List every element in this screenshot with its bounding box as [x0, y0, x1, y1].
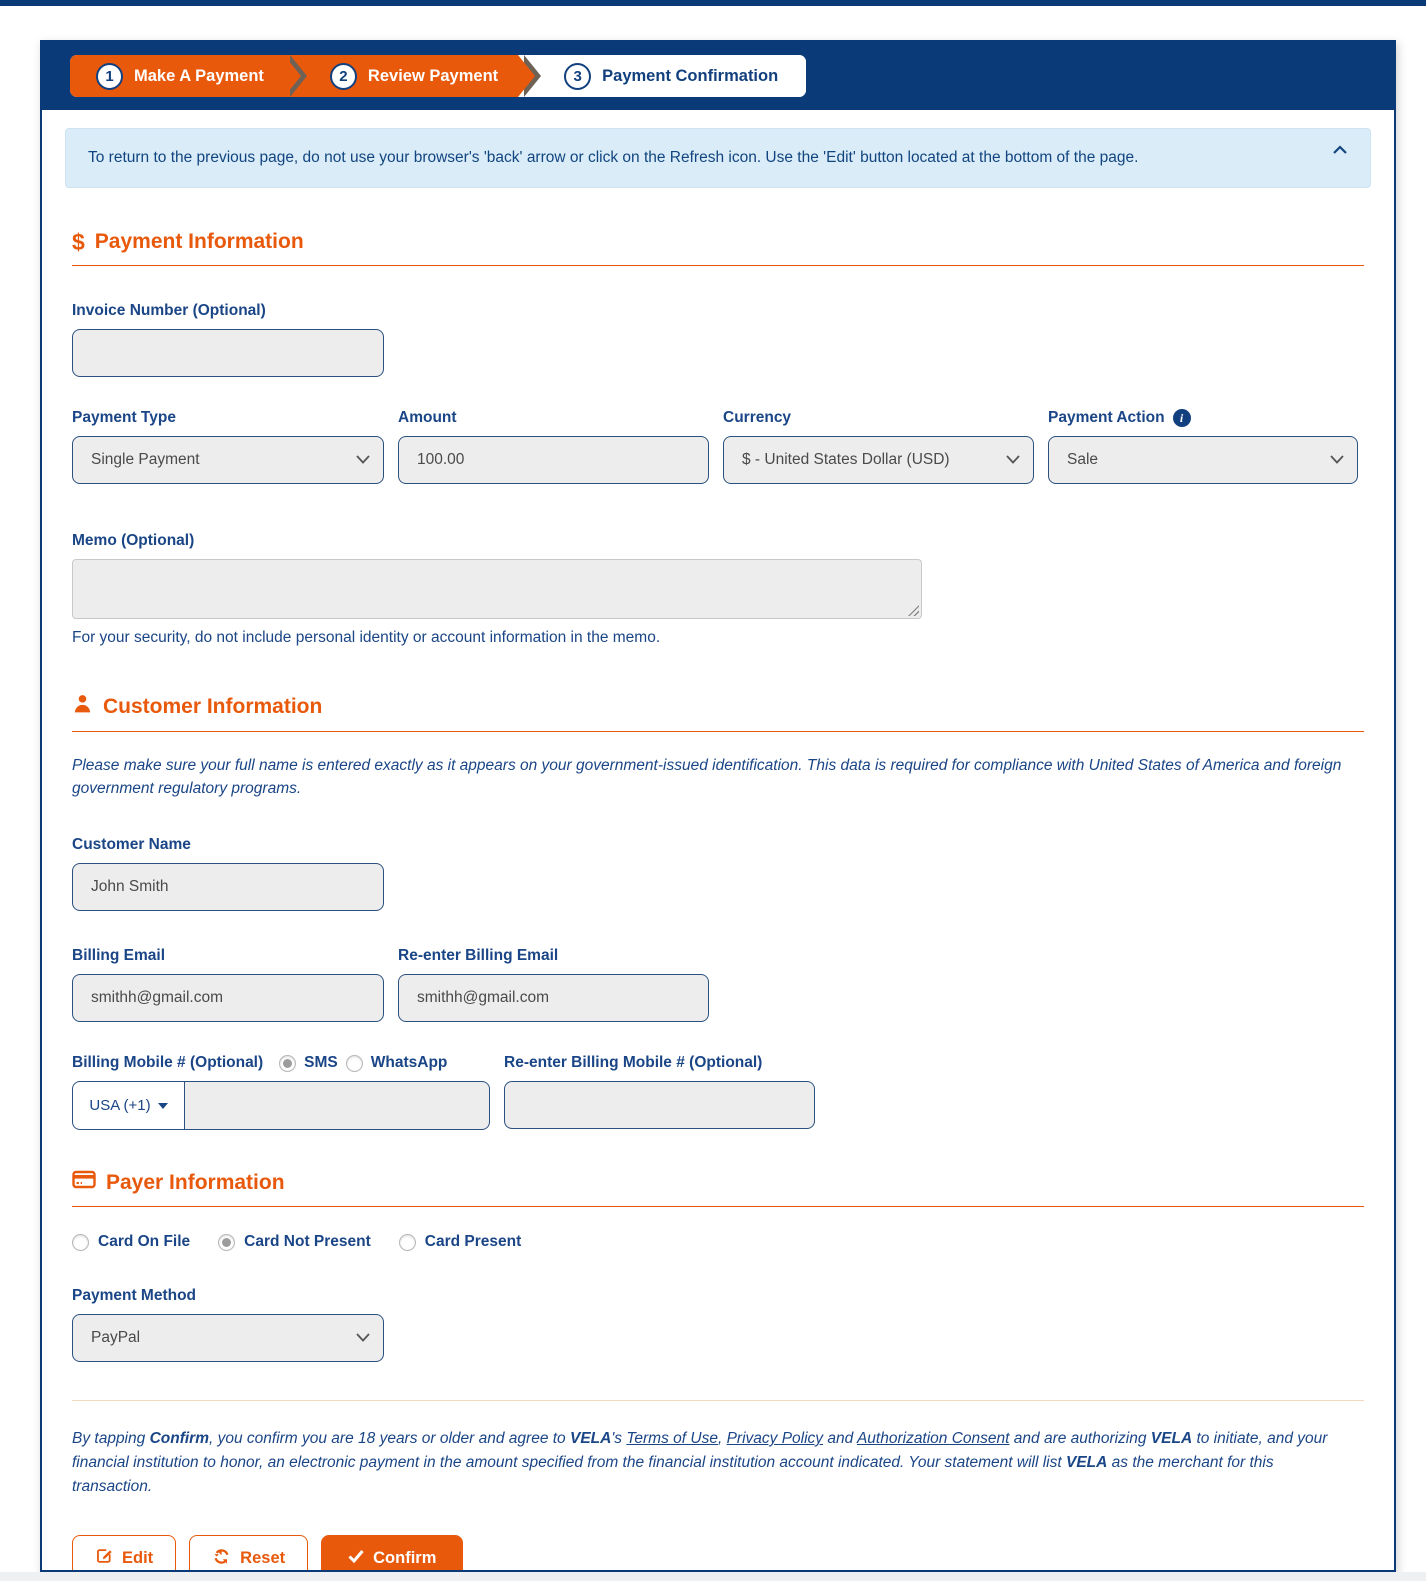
whatsapp-radio[interactable]: [346, 1055, 363, 1072]
payment-action-value: Sale: [1067, 451, 1099, 468]
card-mode-radio-group: [72, 1233, 1364, 1251]
footer-divider: [72, 1400, 1364, 1401]
step-2-label: Review Payment: [367, 66, 499, 85]
payment-method-value: PayPal: [91, 1329, 141, 1346]
chevron-down-icon: [356, 1329, 370, 1347]
reset-refresh-icon: [212, 1547, 231, 1571]
progress-stepper: [70, 55, 806, 97]
dollar-icon: $: [72, 228, 85, 255]
checkmark-icon: [348, 1549, 364, 1568]
card-not-present-radio[interactable]: [218, 1234, 235, 1251]
invoice-number-label: Invoice Number (Optional): [72, 302, 266, 319]
authorization-consent-link[interactable]: Authorization Consent: [856, 1430, 1010, 1447]
step-3-number: 3: [564, 63, 591, 90]
card-on-file-label: Card On File: [98, 1233, 191, 1250]
payment-action-info-icon[interactable]: i: [1173, 409, 1191, 427]
currency-select[interactable]: [723, 436, 1034, 484]
step-1-label: Make A Payment: [134, 66, 264, 85]
amount-label: Amount: [398, 409, 457, 426]
compliance-notice: Please make sure your full name is entered exactly as it appears on your government-issued identification. This data is required for compliance with United States of America and foreign government regulatory programs.: [72, 757, 1342, 797]
payment-action-select[interactable]: [1048, 436, 1358, 484]
stepper-header-band: [42, 42, 1394, 110]
card-present-radio[interactable]: [399, 1234, 416, 1251]
reenter-billing-mobile-input[interactable]: [504, 1081, 815, 1129]
navigation-warning-banner: [65, 128, 1371, 188]
confirm-button[interactable]: Confirm: [321, 1535, 463, 1572]
country-code-value: USA (+1): [89, 1097, 151, 1114]
card-on-file-radio[interactable]: [72, 1234, 89, 1251]
customer-name-label: Customer Name: [72, 836, 191, 853]
reset-button[interactable]: Reset: [189, 1535, 308, 1572]
payment-information-heading: [72, 230, 1364, 266]
payment-review-card: [40, 40, 1396, 1572]
billing-mobile-input[interactable]: [185, 1081, 490, 1130]
currency-label: Currency: [723, 409, 792, 426]
edit-button[interactable]: Edit: [72, 1535, 176, 1572]
sms-radio-label: SMS: [304, 1054, 338, 1071]
banner-text: To return to the previous page, do not use your browser's 'back' arrow or click on the Refresh icon. Use the 'Edit' button located at the bottom of the page.: [88, 149, 1139, 166]
payment-information-title: Payment Information: [94, 230, 304, 253]
step-review-payment[interactable]: [284, 55, 518, 97]
reenter-billing-email-label: Re-enter Billing Email: [398, 947, 559, 964]
reenter-billing-mobile-label: Re-enter Billing Mobile # (Optional): [504, 1054, 763, 1071]
card-not-present-label: Card Not Present: [244, 1233, 371, 1250]
whatsapp-radio-label: WhatsApp: [370, 1054, 448, 1071]
customer-name-input[interactable]: [72, 863, 384, 911]
step-payment-confirmation[interactable]: [518, 55, 806, 97]
payment-action-label: Payment Action: [1048, 409, 1165, 426]
payment-type-select[interactable]: [72, 436, 384, 484]
memo-security-note: For your security, do not include personal identity or account information in the memo.: [72, 629, 661, 646]
payment-type-label: Payment Type: [72, 409, 176, 426]
page-top-bar: [0, 0, 1426, 6]
billing-email-input[interactable]: [72, 974, 384, 1022]
customer-information-title: Customer Information: [103, 694, 323, 718]
step-2-number: 2: [330, 63, 357, 90]
card-present-label: Card Present: [424, 1233, 522, 1250]
amount-input[interactable]: [398, 436, 709, 484]
chevron-down-icon: [1330, 451, 1344, 469]
customer-information-heading: [72, 693, 1364, 732]
invoice-number-input[interactable]: [72, 329, 384, 377]
memo-textarea[interactable]: [72, 559, 922, 619]
country-code-select[interactable]: [72, 1081, 185, 1130]
payment-method-label: Payment Method: [72, 1287, 197, 1304]
person-icon: [72, 693, 93, 720]
resize-grip-icon[interactable]: [908, 605, 919, 616]
billing-email-label: Billing Email: [72, 947, 166, 964]
currency-value: $ - United States Dollar (USD): [742, 451, 950, 468]
terms-of-use-link[interactable]: Terms of Use: [626, 1430, 718, 1447]
chevron-down-icon: [1006, 451, 1020, 469]
privacy-policy-link[interactable]: Privacy Policy: [726, 1430, 824, 1447]
payer-information-title: Payer Information: [106, 1170, 285, 1194]
step-3-label: Payment Confirmation: [602, 66, 779, 85]
payer-information-heading: [72, 1170, 1364, 1207]
action-buttons: [72, 1535, 1364, 1572]
billing-mobile-label: Billing Mobile # (Optional): [72, 1054, 264, 1071]
sms-radio[interactable]: [279, 1055, 296, 1072]
reenter-billing-email-input[interactable]: [398, 974, 709, 1022]
credit-card-icon: [72, 1170, 96, 1195]
edit-pencil-icon: [95, 1547, 113, 1570]
confirmation-agreement-text: By tapping Confirm, you confirm you are 18 years or older and agree to VELA's Terms of Use, Privacy Policy and Authorization Consent and are authorizing VELA to initiate, and your financial institution to honor, an electronic payment in the amount specified from the financial institution account indicated. Your statement will list VELA as the merchant for this transaction.: [72, 1430, 1328, 1495]
billing-mobile-group: [72, 1081, 490, 1130]
chevron-down-icon: [356, 451, 370, 469]
collapse-banner-chevron-up-icon[interactable]: [1332, 141, 1348, 163]
payment-type-value: Single Payment: [91, 451, 200, 468]
caret-down-icon: [158, 1103, 168, 1109]
page-bottom-strip: [0, 1572, 1426, 1581]
memo-label: Memo (Optional): [72, 532, 195, 549]
step-make-a-payment[interactable]: [70, 55, 284, 97]
step-1-number: 1: [96, 63, 123, 90]
payment-method-select[interactable]: [72, 1314, 384, 1362]
